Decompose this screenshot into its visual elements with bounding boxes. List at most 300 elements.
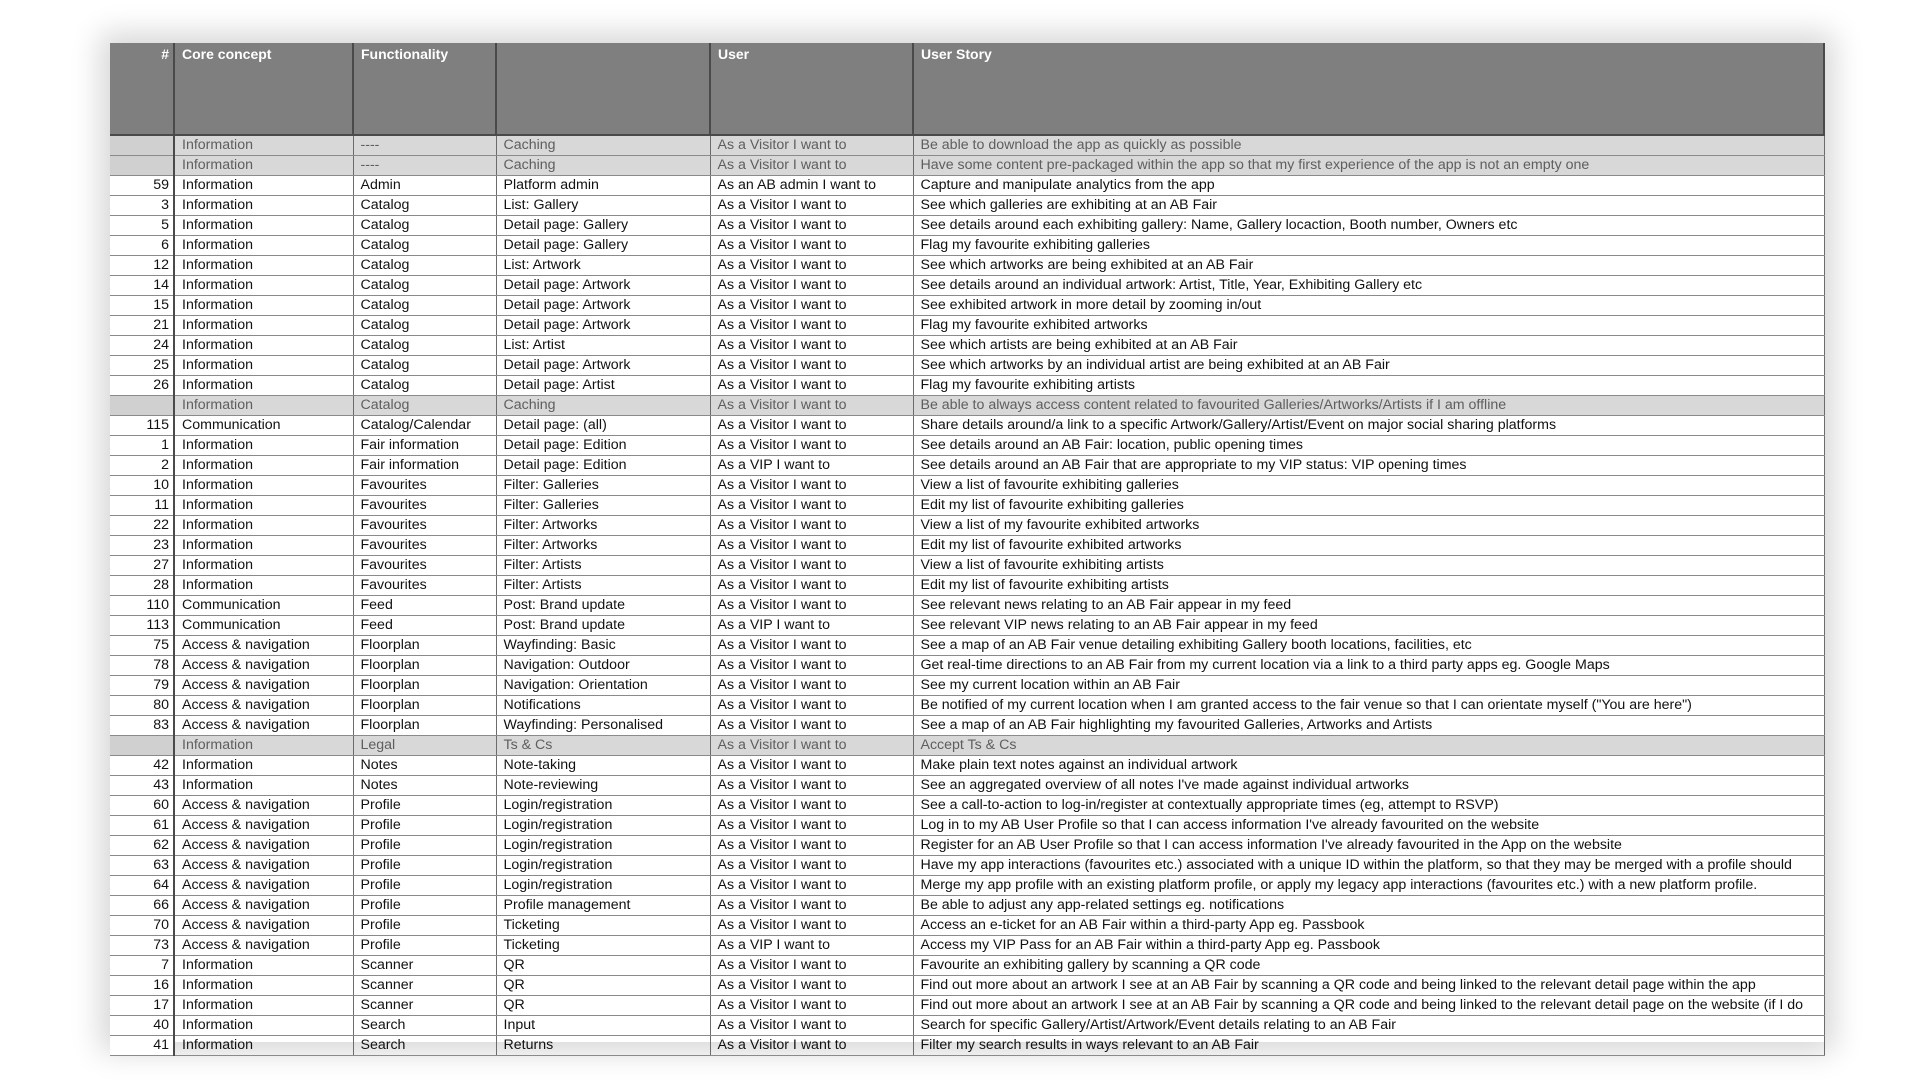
cell-sub-functionality[interactable]: Post: Brand update xyxy=(496,616,710,636)
cell-sub-functionality[interactable]: Wayfinding: Personalised xyxy=(496,716,710,736)
cell-user[interactable]: As a Visitor I want to xyxy=(710,516,913,536)
cell-functionality[interactable]: Catalog xyxy=(353,256,496,276)
cell-number[interactable]: 43 xyxy=(110,776,174,796)
cell-core-concept[interactable]: Access & navigation xyxy=(174,656,353,676)
cell-core-concept[interactable]: Information xyxy=(174,456,353,476)
cell-number[interactable]: 28 xyxy=(110,576,174,596)
cell-number[interactable] xyxy=(110,396,174,416)
cell-core-concept[interactable]: Information xyxy=(174,216,353,236)
table-row[interactable] xyxy=(110,316,1824,336)
cell-number[interactable]: 15 xyxy=(110,296,174,316)
cell-user[interactable]: As a Visitor I want to xyxy=(710,216,913,236)
cell-core-concept[interactable]: Information xyxy=(174,276,353,296)
cell-functionality[interactable]: Scanner xyxy=(353,976,496,996)
cell-user-story[interactable]: Merge my app profile with an existing platform profile, or apply my legacy app interactions (favourites etc.) with a new platform profile. xyxy=(913,876,1824,896)
table-row[interactable] xyxy=(110,776,1824,796)
cell-sub-functionality[interactable]: QR xyxy=(496,996,710,1016)
cell-functionality[interactable]: Profile xyxy=(353,936,496,956)
table-row[interactable] xyxy=(110,616,1824,636)
cell-functionality[interactable]: Notes xyxy=(353,776,496,796)
cell-number[interactable]: 5 xyxy=(110,216,174,236)
cell-sub-functionality[interactable]: Ts & Cs xyxy=(496,736,710,756)
cell-number[interactable] xyxy=(110,156,174,176)
cell-user[interactable]: As a Visitor I want to xyxy=(710,356,913,376)
cell-functionality[interactable]: Fair information xyxy=(353,456,496,476)
cell-user-story[interactable]: Flag my favourite exhibited artworks xyxy=(913,316,1824,336)
cell-sub-functionality[interactable]: Caching xyxy=(496,135,710,156)
cell-number[interactable]: 63 xyxy=(110,856,174,876)
cell-sub-functionality[interactable]: Detail page: Artwork xyxy=(496,316,710,336)
cell-number[interactable]: 27 xyxy=(110,556,174,576)
cell-core-concept[interactable]: Information xyxy=(174,135,353,156)
cell-core-concept[interactable]: Communication xyxy=(174,596,353,616)
cell-user-story[interactable]: Have some content pre-packaged within the app so that my first experience of the app is not an empty one xyxy=(913,156,1824,176)
table-row[interactable] xyxy=(110,936,1824,956)
cell-user[interactable]: As a Visitor I want to xyxy=(710,416,913,436)
cell-functionality[interactable]: Catalog xyxy=(353,216,496,236)
cell-number[interactable]: 80 xyxy=(110,696,174,716)
cell-sub-functionality[interactable]: Wayfinding: Basic xyxy=(496,636,710,656)
cell-core-concept[interactable]: Information xyxy=(174,196,353,216)
cell-sub-functionality[interactable]: QR xyxy=(496,956,710,976)
cell-core-concept[interactable]: Access & navigation xyxy=(174,916,353,936)
cell-user[interactable]: As a Visitor I want to xyxy=(710,236,913,256)
cell-functionality[interactable]: Favourites xyxy=(353,516,496,536)
cell-core-concept[interactable]: Information xyxy=(174,776,353,796)
column-header-sub-functionality[interactable] xyxy=(496,43,710,135)
cell-core-concept[interactable]: Information xyxy=(174,996,353,1016)
cell-user[interactable]: As a Visitor I want to xyxy=(710,696,913,716)
cell-user[interactable]: As a Visitor I want to xyxy=(710,776,913,796)
cell-sub-functionality[interactable]: Notifications xyxy=(496,696,710,716)
cell-functionality[interactable]: Favourites xyxy=(353,496,496,516)
cell-core-concept[interactable]: Access & navigation xyxy=(174,636,353,656)
cell-core-concept[interactable]: Access & navigation xyxy=(174,856,353,876)
table-row[interactable] xyxy=(110,436,1824,456)
cell-number[interactable]: 12 xyxy=(110,256,174,276)
table-row[interactable] xyxy=(110,496,1824,516)
table-row[interactable] xyxy=(110,956,1824,976)
cell-number[interactable]: 24 xyxy=(110,336,174,356)
cell-functionality[interactable]: Catalog xyxy=(353,336,496,356)
cell-functionality[interactable]: Admin xyxy=(353,176,496,196)
cell-sub-functionality[interactable]: Filter: Artworks xyxy=(496,516,710,536)
cell-user-story[interactable]: View a list of my favourite exhibited artworks xyxy=(913,516,1824,536)
cell-functionality[interactable]: Search xyxy=(353,1016,496,1036)
cell-number[interactable]: 41 xyxy=(110,1036,174,1056)
cell-sub-functionality[interactable]: Input xyxy=(496,1016,710,1036)
cell-functionality[interactable]: Catalog xyxy=(353,236,496,256)
column-header-functionality[interactable]: Functionality xyxy=(353,43,496,135)
cell-functionality[interactable]: Favourites xyxy=(353,556,496,576)
cell-sub-functionality[interactable]: Detail page: (all) xyxy=(496,416,710,436)
cell-number[interactable]: 61 xyxy=(110,816,174,836)
cell-core-concept[interactable]: Access & navigation xyxy=(174,836,353,856)
cell-number[interactable]: 70 xyxy=(110,916,174,936)
cell-number[interactable]: 11 xyxy=(110,496,174,516)
cell-core-concept[interactable]: Information xyxy=(174,496,353,516)
cell-user-story[interactable]: Search for specific Gallery/Artist/Artwork/Event details relating to an AB Fair xyxy=(913,1016,1824,1036)
table-row[interactable] xyxy=(110,176,1824,196)
cell-number[interactable]: 110 xyxy=(110,596,174,616)
cell-number[interactable]: 3 xyxy=(110,196,174,216)
cell-user-story[interactable]: View a list of favourite exhibiting galleries xyxy=(913,476,1824,496)
cell-core-concept[interactable]: Information xyxy=(174,336,353,356)
cell-number[interactable] xyxy=(110,736,174,756)
cell-user[interactable]: As a VIP I want to xyxy=(710,936,913,956)
cell-user[interactable]: As a Visitor I want to xyxy=(710,256,913,276)
cell-sub-functionality[interactable]: Navigation: Outdoor xyxy=(496,656,710,676)
cell-sub-functionality[interactable]: Caching xyxy=(496,396,710,416)
cell-sub-functionality[interactable]: QR xyxy=(496,976,710,996)
cell-core-concept[interactable]: Access & navigation xyxy=(174,936,353,956)
cell-functionality[interactable]: Profile xyxy=(353,896,496,916)
cell-user-story[interactable]: See a map of an AB Fair venue detailing exhibiting Gallery booth locations, facilities, etc xyxy=(913,636,1824,656)
cell-number[interactable]: 17 xyxy=(110,996,174,1016)
table-row[interactable] xyxy=(110,356,1824,376)
cell-sub-functionality[interactable]: Ticketing xyxy=(496,916,710,936)
cell-core-concept[interactable]: Information xyxy=(174,976,353,996)
cell-core-concept[interactable]: Information xyxy=(174,1016,353,1036)
cell-functionality[interactable]: Catalog/Calendar xyxy=(353,416,496,436)
cell-user[interactable]: As a Visitor I want to xyxy=(710,1036,913,1056)
cell-sub-functionality[interactable]: Detail page: Artwork xyxy=(496,276,710,296)
cell-core-concept[interactable]: Information xyxy=(174,736,353,756)
column-header-user-story[interactable]: User Story xyxy=(913,43,1824,135)
cell-sub-functionality[interactable]: Detail page: Artwork xyxy=(496,296,710,316)
cell-sub-functionality[interactable]: List: Artist xyxy=(496,336,710,356)
cell-user-story[interactable]: See details around each exhibiting gallery: Name, Gallery locaction, Booth number, Owners etc xyxy=(913,216,1824,236)
cell-user-story[interactable]: See my current location within an AB Fair xyxy=(913,676,1824,696)
cell-sub-functionality[interactable]: Detail page: Artwork xyxy=(496,356,710,376)
cell-functionality[interactable]: Scanner xyxy=(353,996,496,1016)
cell-sub-functionality[interactable]: Filter: Galleries xyxy=(496,496,710,516)
table-row[interactable] xyxy=(110,796,1824,816)
cell-user-story[interactable]: Edit my list of favourite exhibiting artists xyxy=(913,576,1824,596)
table-row[interactable] xyxy=(110,396,1824,416)
cell-sub-functionality[interactable]: Ticketing xyxy=(496,936,710,956)
cell-sub-functionality[interactable]: Platform admin xyxy=(496,176,710,196)
table-row[interactable] xyxy=(110,696,1824,716)
cell-user-story[interactable]: Be able to always access content related to favourited Galleries/Artworks/Artists if I am offline xyxy=(913,396,1824,416)
cell-number[interactable]: 66 xyxy=(110,896,174,916)
cell-sub-functionality[interactable]: Login/registration xyxy=(496,836,710,856)
cell-user[interactable]: As a Visitor I want to xyxy=(710,916,913,936)
table-row[interactable] xyxy=(110,196,1824,216)
cell-functionality[interactable]: Fair information xyxy=(353,436,496,456)
cell-core-concept[interactable]: Information xyxy=(174,556,353,576)
cell-user[interactable]: As a Visitor I want to xyxy=(710,476,913,496)
table-row[interactable] xyxy=(110,516,1824,536)
cell-number[interactable]: 7 xyxy=(110,956,174,976)
cell-number[interactable]: 59 xyxy=(110,176,174,196)
cell-number[interactable]: 73 xyxy=(110,936,174,956)
cell-core-concept[interactable]: Access & navigation xyxy=(174,696,353,716)
cell-user-story[interactable]: See details around an AB Fair: location, public opening times xyxy=(913,436,1824,456)
cell-user-story[interactable]: See a map of an AB Fair highlighting my favourited Galleries, Artworks and Artists xyxy=(913,716,1824,736)
cell-functionality[interactable]: Catalog xyxy=(353,316,496,336)
table-row[interactable] xyxy=(110,876,1824,896)
table-row[interactable] xyxy=(110,1016,1824,1036)
cell-user[interactable]: As a Visitor I want to xyxy=(710,1016,913,1036)
table-row[interactable] xyxy=(110,756,1824,776)
cell-user-story[interactable]: See relevant news relating to an AB Fair appear in my feed xyxy=(913,596,1824,616)
cell-sub-functionality[interactable]: Login/registration xyxy=(496,876,710,896)
cell-user[interactable]: As a Visitor I want to xyxy=(710,556,913,576)
cell-user[interactable]: As a Visitor I want to xyxy=(710,996,913,1016)
cell-number[interactable]: 16 xyxy=(110,976,174,996)
cell-user-story[interactable]: Edit my list of favourite exhibited artworks xyxy=(913,536,1824,556)
cell-number[interactable] xyxy=(110,135,174,156)
cell-core-concept[interactable]: Information xyxy=(174,236,353,256)
cell-number[interactable]: 64 xyxy=(110,876,174,896)
cell-sub-functionality[interactable]: Detail page: Edition xyxy=(496,456,710,476)
cell-sub-functionality[interactable]: Filter: Artists xyxy=(496,576,710,596)
cell-core-concept[interactable]: Information xyxy=(174,576,353,596)
cell-functionality[interactable]: Profile xyxy=(353,856,496,876)
cell-user[interactable]: As a Visitor I want to xyxy=(710,376,913,396)
cell-user-story[interactable]: Find out more about an artwork I see at an AB Fair by scanning a QR code and being linked to the relevant detail page on the website (if I do xyxy=(913,996,1824,1016)
cell-user-story[interactable]: See details around an individual artwork: Artist, Title, Year, Exhibiting Gallery etc xyxy=(913,276,1824,296)
cell-number[interactable]: 21 xyxy=(110,316,174,336)
table-row[interactable] xyxy=(110,636,1824,656)
cell-user[interactable]: As a Visitor I want to xyxy=(710,796,913,816)
cell-user[interactable]: As a Visitor I want to xyxy=(710,576,913,596)
cell-core-concept[interactable]: Communication xyxy=(174,416,353,436)
cell-functionality[interactable]: Profile xyxy=(353,836,496,856)
cell-core-concept[interactable]: Communication xyxy=(174,616,353,636)
cell-user-story[interactable]: Filter my search results in ways relevant to an AB Fair xyxy=(913,1036,1824,1056)
cell-number[interactable]: 6 xyxy=(110,236,174,256)
cell-functionality[interactable]: Scanner xyxy=(353,956,496,976)
cell-core-concept[interactable]: Information xyxy=(174,296,353,316)
cell-core-concept[interactable]: Information xyxy=(174,356,353,376)
column-header-number[interactable]: # xyxy=(110,43,174,135)
cell-user[interactable]: As a VIP I want to xyxy=(710,456,913,476)
cell-core-concept[interactable]: Information xyxy=(174,516,353,536)
table-row[interactable] xyxy=(110,476,1824,496)
cell-number[interactable]: 62 xyxy=(110,836,174,856)
cell-sub-functionality[interactable]: Filter: Galleries xyxy=(496,476,710,496)
table-row[interactable] xyxy=(110,556,1824,576)
cell-user[interactable]: As a Visitor I want to xyxy=(710,336,913,356)
cell-user-story[interactable]: Flag my favourite exhibiting artists xyxy=(913,376,1824,396)
cell-user[interactable]: As a Visitor I want to xyxy=(710,436,913,456)
cell-user[interactable]: As a Visitor I want to xyxy=(710,816,913,836)
cell-functionality[interactable]: Search xyxy=(353,1036,496,1056)
cell-user-story[interactable]: Find out more about an artwork I see at an AB Fair by scanning a QR code and being linked to the relevant detail page within the app xyxy=(913,976,1824,996)
cell-functionality[interactable]: Notes xyxy=(353,756,496,776)
table-row[interactable] xyxy=(110,236,1824,256)
cell-user[interactable]: As a Visitor I want to xyxy=(710,135,913,156)
cell-number[interactable]: 25 xyxy=(110,356,174,376)
cell-user-story[interactable]: See an aggregated overview of all notes I've made against individual artworks xyxy=(913,776,1824,796)
table-row[interactable] xyxy=(110,276,1824,296)
cell-functionality[interactable]: Profile xyxy=(353,876,496,896)
cell-functionality[interactable]: Floorplan xyxy=(353,716,496,736)
cell-sub-functionality[interactable]: Detail page: Gallery xyxy=(496,216,710,236)
cell-functionality[interactable]: Floorplan xyxy=(353,696,496,716)
cell-user[interactable]: As a Visitor I want to xyxy=(710,896,913,916)
table-row[interactable] xyxy=(110,816,1824,836)
cell-functionality[interactable]: Profile xyxy=(353,916,496,936)
cell-user[interactable]: As a Visitor I want to xyxy=(710,196,913,216)
column-header-user[interactable]: User xyxy=(710,43,913,135)
cell-user[interactable]: As an AB admin I want to xyxy=(710,176,913,196)
cell-user[interactable]: As a Visitor I want to xyxy=(710,836,913,856)
table-row[interactable] xyxy=(110,216,1824,236)
cell-user[interactable]: As a Visitor I want to xyxy=(710,496,913,516)
cell-core-concept[interactable]: Access & navigation xyxy=(174,796,353,816)
cell-core-concept[interactable]: Access & navigation xyxy=(174,896,353,916)
cell-sub-functionality[interactable]: Detail page: Gallery xyxy=(496,236,710,256)
cell-user[interactable]: As a Visitor I want to xyxy=(710,156,913,176)
cell-number[interactable]: 83 xyxy=(110,716,174,736)
cell-sub-functionality[interactable]: Filter: Artworks xyxy=(496,536,710,556)
cell-number[interactable]: 40 xyxy=(110,1016,174,1036)
table-row[interactable] xyxy=(110,336,1824,356)
cell-user-story[interactable]: View a list of favourite exhibiting artists xyxy=(913,556,1824,576)
cell-user[interactable]: As a Visitor I want to xyxy=(710,876,913,896)
cell-user[interactable]: As a Visitor I want to xyxy=(710,716,913,736)
cell-functionality[interactable]: Favourites xyxy=(353,476,496,496)
cell-core-concept[interactable]: Access & navigation xyxy=(174,716,353,736)
cell-functionality[interactable]: Favourites xyxy=(353,576,496,596)
cell-user-story[interactable]: Make plain text notes against an individual artwork xyxy=(913,756,1824,776)
cell-user-story[interactable]: Favourite an exhibiting gallery by scanning a QR code xyxy=(913,956,1824,976)
table-row[interactable] xyxy=(110,676,1824,696)
cell-core-concept[interactable]: Information xyxy=(174,376,353,396)
table-row[interactable] xyxy=(110,416,1824,436)
cell-functionality[interactable]: Feed xyxy=(353,616,496,636)
cell-core-concept[interactable]: Information xyxy=(174,176,353,196)
cell-user[interactable]: As a Visitor I want to xyxy=(710,976,913,996)
table-row[interactable] xyxy=(110,896,1824,916)
cell-number[interactable]: 1 xyxy=(110,436,174,456)
cell-user-story[interactable]: Flag my favourite exhibiting galleries xyxy=(913,236,1824,256)
cell-core-concept[interactable]: Access & navigation xyxy=(174,816,353,836)
cell-user-story[interactable]: See which galleries are exhibiting at an AB Fair xyxy=(913,196,1824,216)
cell-number[interactable]: 2 xyxy=(110,456,174,476)
cell-number[interactable]: 78 xyxy=(110,656,174,676)
cell-number[interactable]: 79 xyxy=(110,676,174,696)
cell-number[interactable]: 22 xyxy=(110,516,174,536)
cell-user-story[interactable]: Access an e-ticket for an AB Fair within a third-party App eg. Passbook xyxy=(913,916,1824,936)
cell-functionality[interactable]: Floorplan xyxy=(353,636,496,656)
cell-user[interactable]: As a Visitor I want to xyxy=(710,596,913,616)
cell-functionality[interactable]: ---- xyxy=(353,135,496,156)
cell-user[interactable]: As a Visitor I want to xyxy=(710,956,913,976)
cell-functionality[interactable]: Catalog xyxy=(353,356,496,376)
cell-user-story[interactable]: See which artworks are being exhibited at an AB Fair xyxy=(913,256,1824,276)
cell-sub-functionality[interactable]: Detail page: Artist xyxy=(496,376,710,396)
cell-functionality[interactable]: Catalog xyxy=(353,396,496,416)
cell-user-story[interactable]: Get real-time directions to an AB Fair from my current location via a link to a third party apps eg. Google Maps xyxy=(913,656,1824,676)
cell-sub-functionality[interactable]: Profile management xyxy=(496,896,710,916)
cell-user-story[interactable]: See relevant VIP news relating to an AB Fair appear in my feed xyxy=(913,616,1824,636)
cell-sub-functionality[interactable]: Post: Brand update xyxy=(496,596,710,616)
cell-core-concept[interactable]: Access & navigation xyxy=(174,676,353,696)
cell-number[interactable]: 42 xyxy=(110,756,174,776)
cell-user-story[interactable]: Access my VIP Pass for an AB Fair within a third-party App eg. Passbook xyxy=(913,936,1824,956)
cell-number[interactable]: 23 xyxy=(110,536,174,556)
cell-core-concept[interactable]: Information xyxy=(174,436,353,456)
cell-functionality[interactable]: Feed xyxy=(353,596,496,616)
cell-user-story[interactable]: See details around an AB Fair that are appropriate to my VIP status: VIP opening times xyxy=(913,456,1824,476)
table-row[interactable] xyxy=(110,456,1824,476)
cell-user[interactable]: As a Visitor I want to xyxy=(710,656,913,676)
cell-number[interactable]: 60 xyxy=(110,796,174,816)
cell-number[interactable]: 26 xyxy=(110,376,174,396)
cell-sub-functionality[interactable]: Detail page: Edition xyxy=(496,436,710,456)
cell-core-concept[interactable]: Information xyxy=(174,536,353,556)
table-row[interactable] xyxy=(110,856,1824,876)
cell-number[interactable]: 115 xyxy=(110,416,174,436)
cell-core-concept[interactable]: Information xyxy=(174,1036,353,1056)
cell-sub-functionality[interactable]: Returns xyxy=(496,1036,710,1056)
cell-sub-functionality[interactable]: Caching xyxy=(496,156,710,176)
cell-functionality[interactable]: Catalog xyxy=(353,296,496,316)
cell-number[interactable]: 75 xyxy=(110,636,174,656)
cell-functionality[interactable]: Floorplan xyxy=(353,656,496,676)
cell-number[interactable]: 113 xyxy=(110,616,174,636)
table-row[interactable] xyxy=(110,376,1824,396)
cell-user[interactable]: As a Visitor I want to xyxy=(710,736,913,756)
cell-user[interactable]: As a Visitor I want to xyxy=(710,856,913,876)
cell-user-story[interactable]: Edit my list of favourite exhibiting galleries xyxy=(913,496,1824,516)
cell-functionality[interactable]: Legal xyxy=(353,736,496,756)
cell-user-story[interactable]: Log in to my AB User Profile so that I can access information I've already favourited on the website xyxy=(913,816,1824,836)
table-row[interactable] xyxy=(110,996,1824,1016)
cell-user[interactable]: As a Visitor I want to xyxy=(710,676,913,696)
column-header-core-concept[interactable]: Core concept xyxy=(174,43,353,135)
cell-core-concept[interactable]: Information xyxy=(174,476,353,496)
cell-user-story[interactable]: Be notified of my current location when I am granted access to the fair venue so that I can orientate myself ("You are here") xyxy=(913,696,1824,716)
cell-core-concept[interactable]: Access & navigation xyxy=(174,876,353,896)
cell-user-story[interactable]: See which artworks by an individual artist are being exhibited at an AB Fair xyxy=(913,356,1824,376)
cell-core-concept[interactable]: Information xyxy=(174,756,353,776)
cell-functionality[interactable]: Catalog xyxy=(353,196,496,216)
cell-user[interactable]: As a Visitor I want to xyxy=(710,296,913,316)
cell-functionality[interactable]: Profile xyxy=(353,796,496,816)
cell-user-story[interactable]: Be able to adjust any app-related settings eg. notifications xyxy=(913,896,1824,916)
table-row[interactable] xyxy=(110,156,1824,176)
cell-sub-functionality[interactable]: Login/registration xyxy=(496,796,710,816)
cell-user[interactable]: As a Visitor I want to xyxy=(710,536,913,556)
cell-number[interactable]: 14 xyxy=(110,276,174,296)
cell-functionality[interactable]: Floorplan xyxy=(353,676,496,696)
cell-user[interactable]: As a Visitor I want to xyxy=(710,276,913,296)
cell-functionality[interactable]: ---- xyxy=(353,156,496,176)
table-row[interactable] xyxy=(110,656,1824,676)
cell-user[interactable]: As a Visitor I want to xyxy=(710,756,913,776)
table-row[interactable] xyxy=(110,536,1824,556)
cell-user-story[interactable]: Register for an AB User Profile so that I can access information I've already favourited in the App on the website xyxy=(913,836,1824,856)
cell-user-story[interactable]: Have my app interactions (favourites etc.) associated with a unique ID within the platform, so that they may be merged with a profile should xyxy=(913,856,1824,876)
cell-functionality[interactable]: Catalog xyxy=(353,276,496,296)
cell-sub-functionality[interactable]: Filter: Artists xyxy=(496,556,710,576)
cell-core-concept[interactable]: Information xyxy=(174,156,353,176)
cell-core-concept[interactable]: Information xyxy=(174,256,353,276)
cell-sub-functionality[interactable]: Login/registration xyxy=(496,816,710,836)
cell-user[interactable]: As a Visitor I want to xyxy=(710,636,913,656)
cell-user-story[interactable]: See which artists are being exhibited at an AB Fair xyxy=(913,336,1824,356)
cell-sub-functionality[interactable]: Navigation: Orientation xyxy=(496,676,710,696)
table-row[interactable] xyxy=(110,916,1824,936)
table-row[interactable] xyxy=(110,576,1824,596)
cell-sub-functionality[interactable]: List: Artwork xyxy=(496,256,710,276)
cell-core-concept[interactable]: Information xyxy=(174,316,353,336)
